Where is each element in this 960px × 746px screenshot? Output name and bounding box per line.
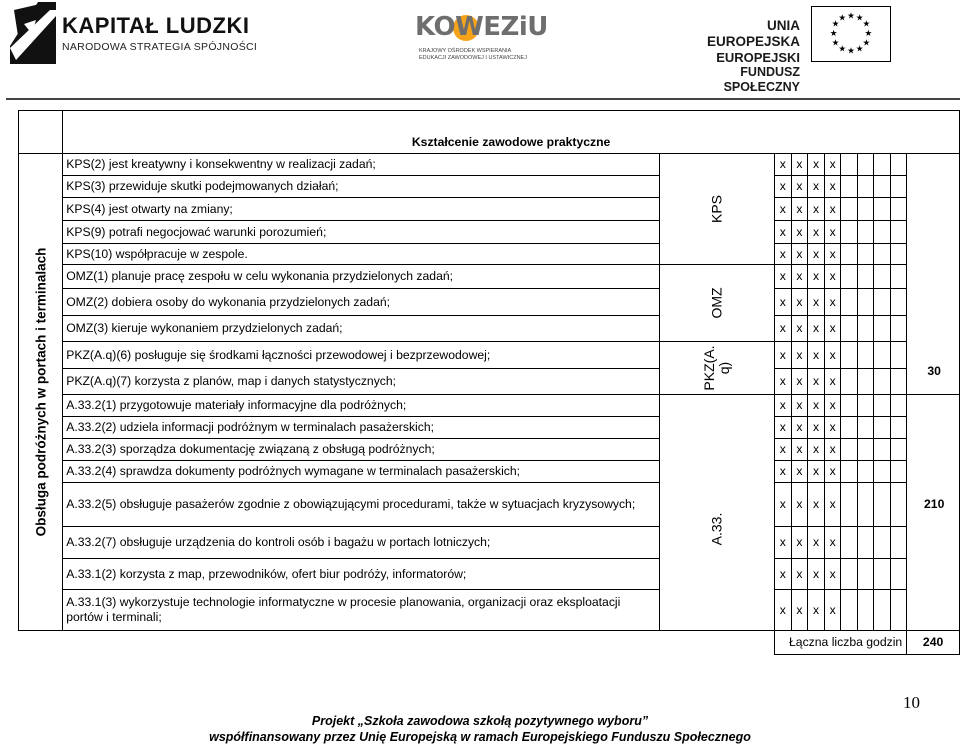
empty-cell [874, 417, 890, 439]
side-label: Obsługa podróżnych w portach i terminalach [33, 247, 49, 537]
svg-text:★: ★ [829, 28, 838, 39]
svg-text:★: ★ [855, 13, 864, 24]
empty-cell [857, 289, 873, 316]
skill-text: OMZ(3) kieruje wykonaniem przydzielonych zadań; [63, 316, 659, 342]
mark-cell: x [791, 289, 808, 316]
svg-text:★: ★ [864, 28, 873, 39]
kapital-ludzki-title: KAPITAŁ LUDZKI [62, 13, 250, 38]
table-row [19, 244, 960, 265]
mark-cell: x [808, 559, 825, 590]
mark-cell: x [791, 316, 808, 342]
empty-cell [874, 395, 890, 417]
empty-cell [890, 316, 906, 342]
mark-cell: x [824, 176, 841, 198]
mark-cell: x [824, 369, 841, 395]
mark-cell: x [808, 289, 825, 316]
table-row [19, 369, 960, 395]
hours-value-second: 210 [924, 497, 945, 511]
empty-cell [890, 198, 906, 221]
table-row [19, 265, 960, 289]
mark-cell: x [791, 221, 808, 244]
empty-cell [857, 244, 873, 265]
mark-cell: x [808, 176, 825, 198]
svg-text:★: ★ [838, 13, 847, 24]
skill-text: A.33.2(4) sprawdza dokumenty podróżnych wymagane w terminalach pasażerskich; [63, 461, 659, 483]
table-row [19, 154, 960, 176]
empty-cell [890, 590, 906, 631]
skill-text: PKZ(A.q)(6) posługuje się środkami łączności przewodowej i bezprzewodowej; [63, 342, 659, 369]
hours-cell-second [907, 395, 960, 631]
empty-cell [874, 244, 890, 265]
svg-text:★: ★ [847, 46, 855, 57]
header-logos [0, 0, 960, 100]
mark-cell: x [808, 342, 825, 369]
mark-cell: x [791, 176, 808, 198]
group-label-a33: A.33. [708, 512, 725, 546]
mark-cell: x [808, 221, 825, 244]
mark-cell: x [824, 417, 841, 439]
empty-cell [874, 154, 890, 176]
kapital-ludzki-subtitle: NARODOWA STRATEGIA SPÓJNOŚCI [62, 41, 258, 53]
table-row [19, 289, 960, 316]
mark-cell: x [824, 483, 841, 527]
mark-cell: x [791, 483, 808, 527]
table-row [19, 395, 960, 417]
empty-cell [19, 631, 775, 655]
mark-cell: x [774, 559, 791, 590]
table-row [19, 176, 960, 198]
mark-cell: x [791, 395, 808, 417]
mark-cell: x [824, 590, 841, 631]
mark-cell: x [774, 154, 791, 176]
group-cell-kps [659, 154, 774, 265]
skill-text: A.33.2(2) udziela informacji podróżnym w terminalach pasażerskich; [63, 417, 659, 439]
skill-text: A.33.1(2) korzysta z map, przewodników, ofert biur podróży, informatorów; [63, 559, 659, 590]
empty-cell [874, 198, 890, 221]
skill-text: KPS(2) jest kreatywny i konsekwentny w realizacji zadań; [63, 154, 659, 176]
empty-cell [857, 590, 873, 631]
skill-text: A.33.2(3) sporządza dokumentację związaną z obsługą podróżnych; [63, 439, 659, 461]
empty-cell [874, 342, 890, 369]
mark-cell: x [791, 527, 808, 559]
empty-cell [890, 265, 906, 289]
svg-text:★: ★ [862, 38, 871, 49]
empty-cell [841, 559, 857, 590]
mark-cell: x [824, 527, 841, 559]
hours-cell-first [907, 154, 960, 395]
mark-cell: x [774, 439, 791, 461]
empty-cell [890, 244, 906, 265]
mark-cell: x [808, 395, 825, 417]
table-title: Kształcenie zawodowe praktyczne [63, 111, 960, 154]
skill-text: OMZ(2) dobiera osoby do wykonania przydzielonych zadań; [63, 289, 659, 316]
empty-cell [841, 439, 857, 461]
mark-cell: x [808, 417, 825, 439]
empty-cell [890, 289, 906, 316]
skill-text: KPS(4) jest otwarty na zmiany; [63, 198, 659, 221]
mark-cell: x [808, 527, 825, 559]
koweziu-subtitle-line1: KRAJOWY OŚRODEK WSPIERANIA [419, 48, 512, 54]
total-value: 240 [907, 631, 960, 655]
mark-cell: x [791, 342, 808, 369]
mark-cell: x [824, 395, 841, 417]
empty-cell [857, 221, 873, 244]
mark-cell: x [774, 198, 791, 221]
empty-cell [857, 439, 873, 461]
empty-cell [857, 198, 873, 221]
koweziu-subtitle-line2: EDUKACJI ZAWODOWEJ I USTAWICZNEJ [419, 55, 527, 61]
hours-value-first: 30 [927, 364, 941, 378]
skill-text: A.33.2(5) obsługuje pasażerów zgodnie z obowiązującymi procedurami, także w sytuacjach kryzysowych; [63, 483, 659, 527]
mark-cell: x [774, 316, 791, 342]
empty-cell [857, 369, 873, 395]
curriculum-table [18, 110, 960, 655]
empty-cell [841, 265, 857, 289]
empty-cell [857, 154, 873, 176]
mark-cell: x [774, 395, 791, 417]
group-cell-omz [659, 265, 774, 342]
empty-cell [857, 316, 873, 342]
empty-cell [874, 316, 890, 342]
empty-cell [874, 439, 890, 461]
footer-project-line: Projekt „Szkoła zawodowa szkołą pozytywnego wyboru” [311, 714, 649, 728]
mark-cell: x [824, 265, 841, 289]
skill-text: KPS(10) współpracuje w zespole. [63, 244, 659, 265]
svg-text:★: ★ [831, 38, 840, 49]
mark-cell: x [774, 289, 791, 316]
mark-cell: x [791, 265, 808, 289]
empty-cell [890, 527, 906, 559]
empty-cell [857, 417, 873, 439]
empty-cell [857, 483, 873, 527]
koweziu-title: KOWEZiU [415, 12, 548, 42]
table-row [19, 417, 960, 439]
svg-text:★: ★ [831, 19, 840, 30]
group-label-pkz-line1: PKZ(A. [700, 345, 717, 391]
footer-funding-line: współfinansowany przez Unię Europejską w ramach Europejskiego Funduszu Społecznego [209, 730, 751, 744]
eu-logo-text [676, 18, 800, 95]
total-row [19, 631, 960, 655]
group-label-omz: OMZ [708, 287, 725, 319]
empty-cell [874, 369, 890, 395]
empty-cell [874, 176, 890, 198]
side-label-cell [19, 154, 63, 631]
empty-cell [874, 483, 890, 527]
mark-cell: x [774, 176, 791, 198]
empty-cell [890, 221, 906, 244]
empty-cell [841, 154, 857, 176]
mark-cell: x [808, 483, 825, 527]
mark-cell: x [808, 369, 825, 395]
empty-cell [874, 265, 890, 289]
empty-cell [857, 265, 873, 289]
empty-cell [857, 342, 873, 369]
empty-cell [841, 461, 857, 483]
mark-cell: x [824, 559, 841, 590]
empty-cell [841, 198, 857, 221]
empty-cell [890, 461, 906, 483]
mark-cell: x [824, 461, 841, 483]
table-row [19, 461, 960, 483]
mark-cell: x [791, 461, 808, 483]
empty-cell [857, 461, 873, 483]
mark-cell: x [808, 461, 825, 483]
empty-cell [890, 342, 906, 369]
table-row [19, 221, 960, 244]
skill-text: KPS(3) przewiduje skutki podejmowanych działań; [63, 176, 659, 198]
empty-cell [841, 289, 857, 316]
group-cell-a33 [659, 395, 774, 631]
mark-cell: x [774, 590, 791, 631]
empty-cell [890, 559, 906, 590]
mark-cell: x [808, 265, 825, 289]
group-label-pkz-line2: q) [715, 361, 732, 375]
mark-cell: x [791, 244, 808, 265]
table-row [19, 198, 960, 221]
mark-cell: x [808, 439, 825, 461]
empty-cell [841, 221, 857, 244]
mark-cell: x [808, 316, 825, 342]
table-title-row [19, 111, 960, 154]
eu-line2: EUROPEJSKI [716, 50, 800, 65]
eu-line1: UNIA EUROPEJSKA [706, 18, 800, 49]
empty-cell [841, 244, 857, 265]
kapital-ludzki-logo-icon [10, 2, 56, 64]
empty-cell [874, 559, 890, 590]
empty-cell [841, 176, 857, 198]
table-row [19, 483, 960, 527]
empty-cell [874, 590, 890, 631]
table-row [19, 316, 960, 342]
mark-cell: x [791, 369, 808, 395]
empty-cell [890, 154, 906, 176]
mark-cell: x [791, 417, 808, 439]
table-row [19, 590, 960, 631]
svg-text:★: ★ [855, 44, 864, 55]
mark-cell: x [774, 244, 791, 265]
empty-cell [841, 395, 857, 417]
empty-cell [890, 395, 906, 417]
table-row [19, 439, 960, 461]
mark-cell: x [791, 559, 808, 590]
group-label-pkz [702, 345, 732, 390]
empty-cell [841, 369, 857, 395]
mark-cell: x [774, 221, 791, 244]
mark-cell: x [824, 342, 841, 369]
empty-cell [890, 176, 906, 198]
empty-cell [857, 395, 873, 417]
kapital-ludzki-text [62, 14, 257, 53]
svg-text:★: ★ [862, 19, 871, 30]
eu-line3: FUNDUSZ SPOŁECZNY [723, 65, 800, 94]
mark-cell: x [824, 198, 841, 221]
koweziu-subtitle [419, 48, 559, 62]
empty-cell [841, 316, 857, 342]
page-number: 10 [903, 693, 920, 712]
empty-cell [874, 527, 890, 559]
empty-cell [874, 289, 890, 316]
mark-cell: x [808, 590, 825, 631]
empty-cell [841, 417, 857, 439]
skill-text: KPS(9) potrafi negocjować warunki porozumień; [63, 221, 659, 244]
empty-cell [857, 176, 873, 198]
mark-cell: x [808, 244, 825, 265]
mark-cell: x [791, 154, 808, 176]
mark-cell: x [824, 154, 841, 176]
eu-flag-icon [811, 6, 891, 62]
mark-cell: x [774, 417, 791, 439]
group-label-kps: KPS [708, 194, 725, 224]
total-label: Łączna liczba godzin [774, 631, 906, 655]
empty-cell [890, 439, 906, 461]
mark-cell: x [808, 154, 825, 176]
mark-cell: x [774, 369, 791, 395]
empty-cell [874, 461, 890, 483]
empty-cell [890, 483, 906, 527]
mark-cell: x [774, 461, 791, 483]
table-row [19, 342, 960, 369]
table-row [19, 527, 960, 559]
mark-cell: x [824, 316, 841, 342]
empty-cell [857, 559, 873, 590]
mark-cell: x [824, 439, 841, 461]
mark-cell: x [791, 198, 808, 221]
svg-text:★: ★ [838, 44, 847, 55]
header-divider [6, 98, 960, 100]
skill-text: A.33.2(1) przygotowuje materiały informacyjne dla podróżnych; [63, 395, 659, 417]
skill-text: OMZ(1) planuje pracę zespołu w celu wykonania przydzielonych zadań; [63, 265, 659, 289]
mark-cell: x [824, 221, 841, 244]
koweziu-logo [415, 12, 548, 70]
mark-cell: x [824, 289, 841, 316]
mark-cell: x [774, 265, 791, 289]
mark-cell: x [774, 483, 791, 527]
empty-cell [890, 417, 906, 439]
mark-cell: x [774, 342, 791, 369]
mark-cell: x [791, 439, 808, 461]
skill-text: PKZ(A.q)(7) korzysta z planów, map i danych statystycznych; [63, 369, 659, 395]
side-blank-cell [19, 111, 63, 154]
skill-text: A.33.1(3) wykorzystuje technologie informatyczne w procesie planowania, organizacji oraz eksploatacji portów i terminali; [63, 590, 659, 631]
empty-cell [841, 483, 857, 527]
empty-cell [841, 342, 857, 369]
mark-cell: x [791, 590, 808, 631]
table-row [19, 559, 960, 590]
mark-cell: x [774, 527, 791, 559]
mark-cell: x [824, 244, 841, 265]
empty-cell [841, 527, 857, 559]
empty-cell [841, 590, 857, 631]
empty-cell [890, 369, 906, 395]
svg-text:★: ★ [847, 11, 855, 22]
group-cell-pkz [659, 342, 774, 395]
mark-cell: x [808, 198, 825, 221]
empty-cell [857, 527, 873, 559]
empty-cell [874, 221, 890, 244]
skill-text: A.33.2(7) obsługuje urządzenia do kontroli osób i bagażu w portach lotniczych; [63, 527, 659, 559]
